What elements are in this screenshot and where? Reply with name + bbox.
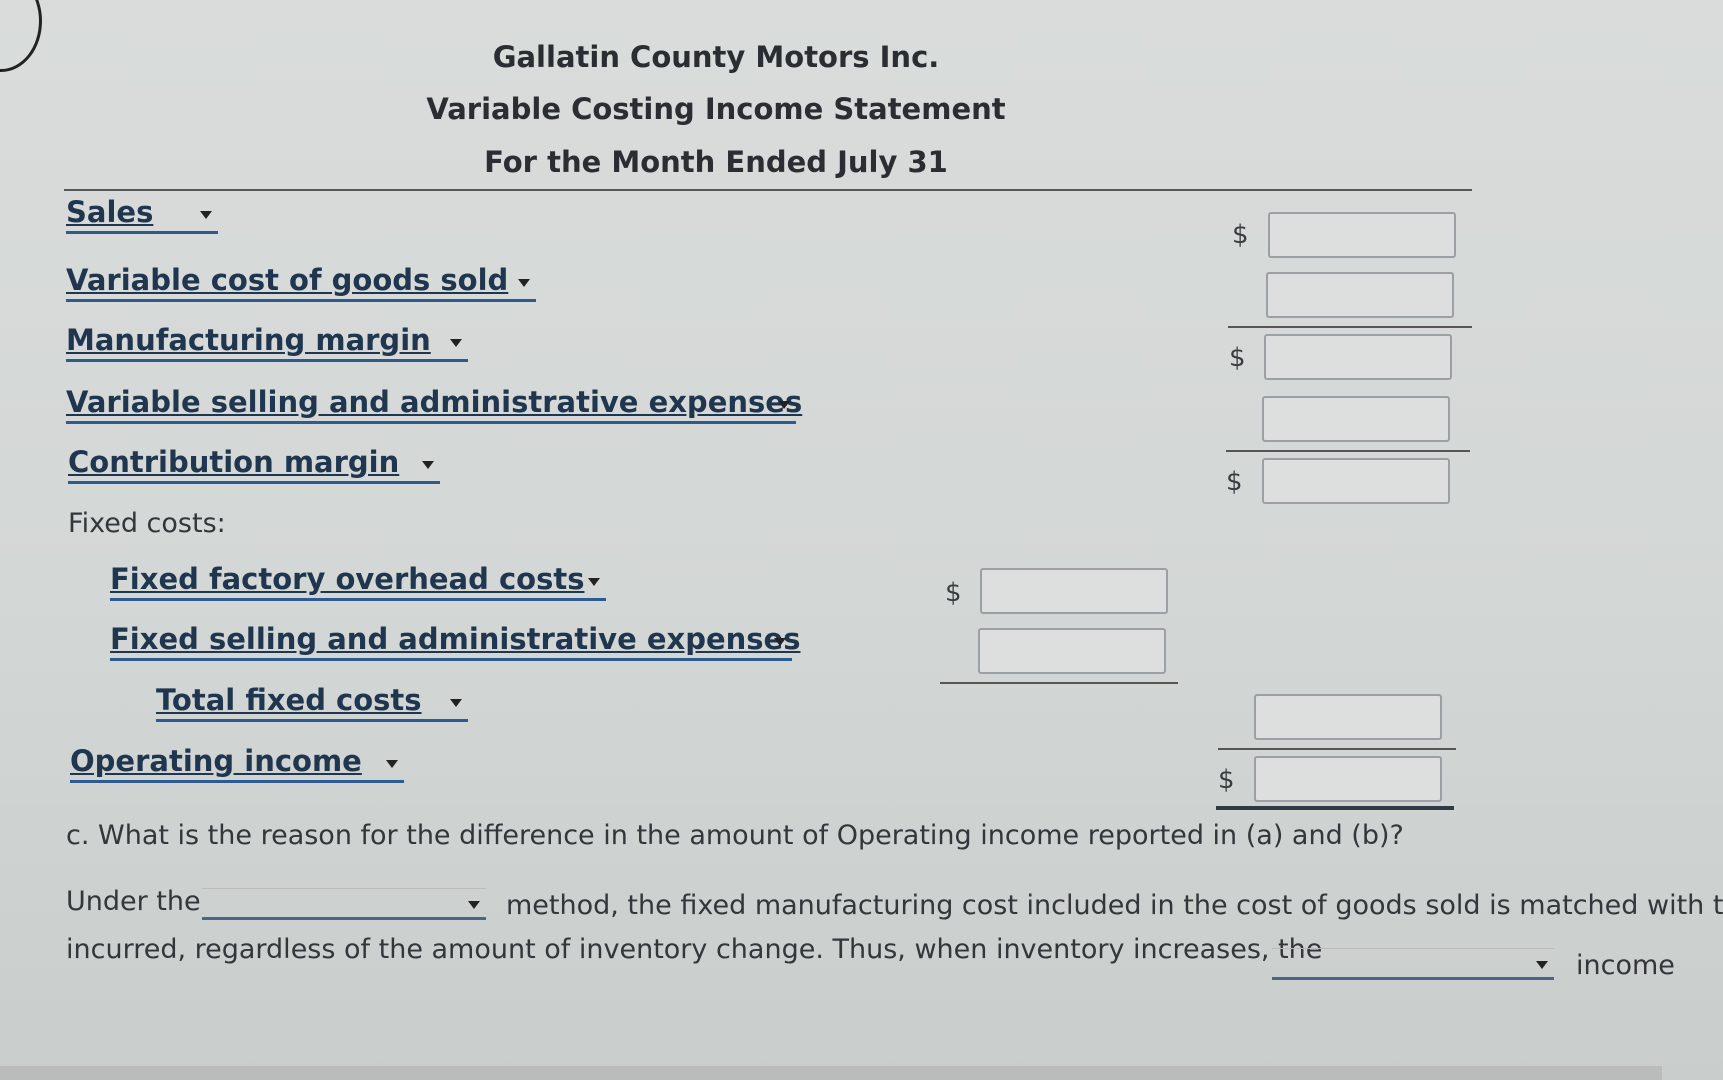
fixed-factory-overhead-label: Fixed factory overhead costs (110, 562, 585, 596)
total-fixed-costs-amount-input[interactable] (1254, 694, 1442, 740)
variable-cogs-dropdown[interactable] (66, 262, 536, 302)
fixed-factory-overhead-dropdown[interactable] (110, 561, 606, 601)
total-fixed-costs-label: Total fixed costs (156, 683, 422, 717)
sales-dropdown[interactable] (66, 194, 218, 234)
operating-income-dropdown[interactable] (70, 743, 404, 783)
fixed-sga-label: Fixed selling and administrative expenses (110, 622, 801, 656)
sales-label: Sales (66, 195, 154, 229)
bottom-strip (0, 1066, 1662, 1080)
variable-sga-dropdown[interactable] (66, 384, 803, 424)
chevron-down-icon (588, 578, 600, 586)
question-c-line2-start: incurred, regardless of the amount of inventory change. Thus, when inventory increases, the (66, 934, 1323, 965)
contribution-margin-dropdown[interactable] (68, 444, 440, 484)
sales-amount-input[interactable] (1268, 212, 1456, 258)
variable-sga-amount-input[interactable] (1262, 396, 1450, 442)
contribution-margin-amount-input[interactable] (1262, 458, 1450, 504)
subtotal-rule (1218, 748, 1456, 750)
question-c-prompt: c. What is the reason for the difference in the amount of Operating income reported in (a) and (b)? (66, 820, 1404, 851)
operating-income-label: Operating income (70, 744, 362, 778)
chevron-down-icon (422, 461, 434, 469)
chevron-down-icon (518, 279, 530, 287)
double-underline-rule (1216, 806, 1454, 810)
variable-cogs-amount-input[interactable] (1266, 272, 1454, 318)
variable-sga-label: Variable selling and administrative expenses (66, 385, 803, 419)
contribution-margin-label: Contribution margin (68, 445, 400, 479)
manufacturing-margin-label: Manufacturing margin (66, 323, 431, 357)
chevron-down-icon (1536, 961, 1548, 969)
chevron-down-icon (386, 760, 398, 768)
variable-cogs-label: Variable cost of goods sold (66, 263, 509, 297)
question-c-line1-start: Under the (66, 886, 201, 917)
statement-period: For the Month Ended July 31 (484, 145, 948, 179)
statement-title: Variable Costing Income Statement (426, 92, 1006, 126)
question-c-line2-end: income (1576, 950, 1675, 981)
chevron-down-icon (468, 901, 480, 909)
operating-income-amount-input[interactable] (1254, 756, 1442, 802)
fixed-costs-heading: Fixed costs: (68, 508, 226, 539)
operating-income-dollar-sign: $ (1218, 765, 1235, 795)
fixed-sga-amount-input[interactable] (978, 628, 1166, 674)
chevron-down-icon (778, 401, 790, 409)
contribution-margin-dollar-sign: $ (1226, 467, 1243, 497)
chevron-down-icon (450, 699, 462, 707)
fixed-sga-dropdown[interactable] (110, 621, 801, 661)
total-fixed-costs-dropdown[interactable] (156, 682, 468, 722)
fixed-factory-overhead-amount-input[interactable] (980, 568, 1168, 614)
income-effect-dropdown[interactable] (1272, 948, 1554, 980)
sales-dollar-sign: $ (1232, 220, 1249, 250)
costing-method-dropdown[interactable] (202, 888, 486, 920)
chevron-down-icon (450, 339, 462, 347)
subtotal-rule (940, 682, 1178, 684)
question-c-line1-mid: method, the fixed manufacturing cost included in the cost of goods sold is matched with t (506, 890, 1723, 921)
subtotal-rule (1228, 326, 1472, 328)
manufacturing-margin-amount-input[interactable] (1264, 334, 1452, 380)
chevron-down-icon (200, 211, 212, 219)
chevron-down-icon (774, 638, 786, 646)
fixed-overhead-dollar-sign: $ (945, 578, 962, 608)
subtotal-rule (1226, 450, 1470, 452)
manufacturing-margin-dollar-sign: $ (1229, 343, 1246, 373)
company-name: Gallatin County Motors Inc. (492, 40, 940, 74)
manufacturing-margin-dropdown[interactable] (66, 322, 468, 362)
header-rule (64, 189, 1472, 191)
